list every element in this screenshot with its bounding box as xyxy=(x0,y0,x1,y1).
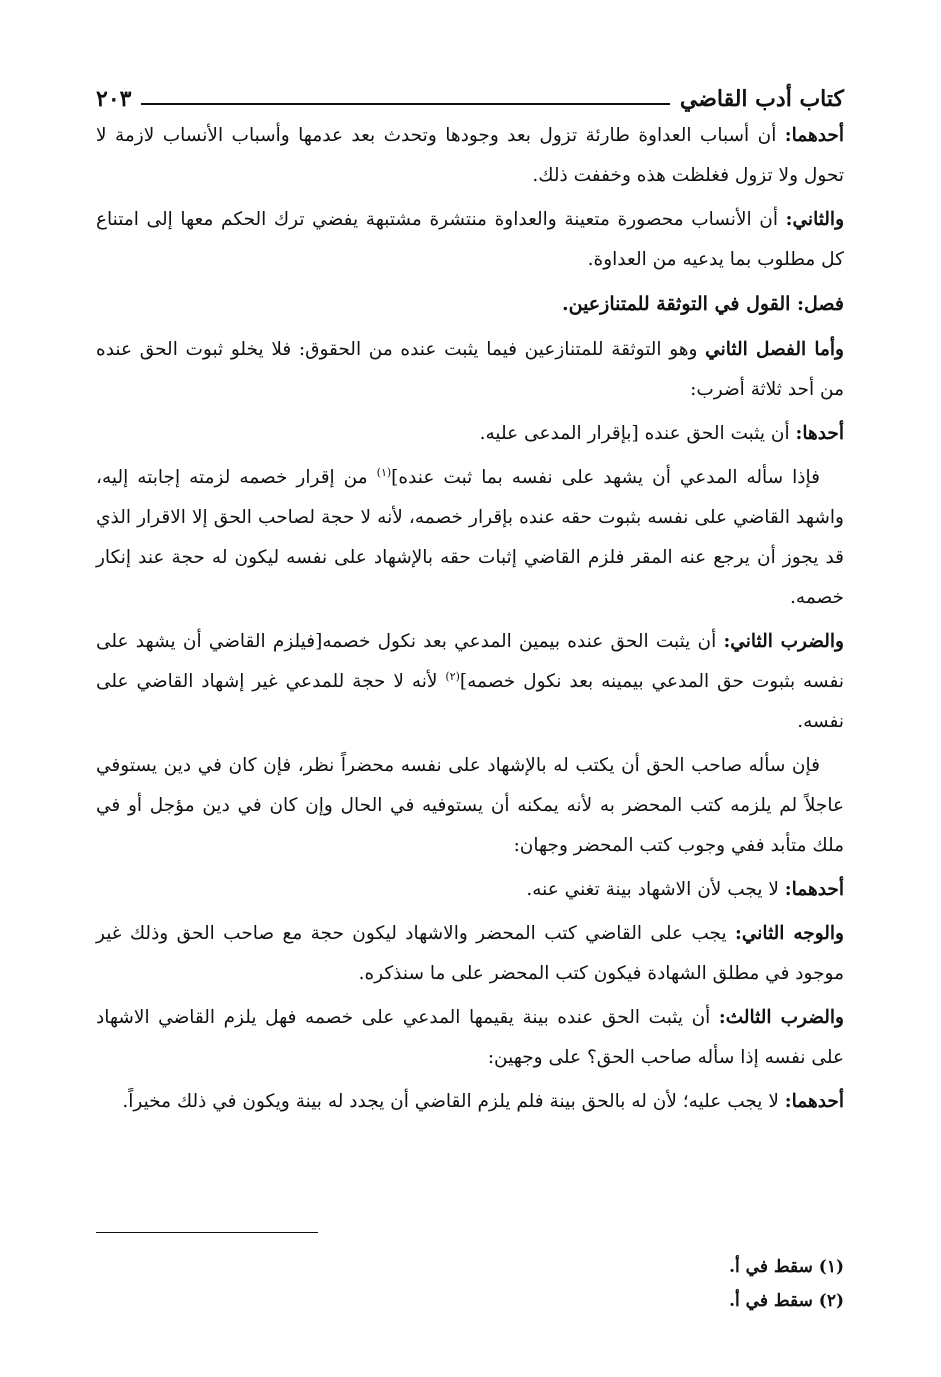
paragraph xyxy=(96,998,844,1078)
paragraph xyxy=(96,116,844,196)
running-head xyxy=(96,70,844,114)
paragraph xyxy=(96,414,844,454)
footnote-item: (١) سقط في أ. xyxy=(729,1257,844,1277)
paragraph-text: أن الأنساب محصورة متعينة والعداوة منتشرة مشتبهة يفضي ترك الحكم معها إلى امتناع كل مطلوب بما يدعيه من العداوة. xyxy=(96,209,844,270)
paragraph xyxy=(96,622,844,742)
paragraph-text: لا يجب عليه؛ لأن له بالحق بينة فلم يلزم القاضي أن يجدد له بينة ويكون في ذلك مخيراً. xyxy=(122,1091,785,1112)
header-rule xyxy=(141,103,669,105)
footnote-ref[interactable]: (١) xyxy=(376,465,392,479)
paragraph-text: لا يجب لأن الاشهاد بينة تغني عنه. xyxy=(526,879,785,900)
paragraph-lead: والوجه الثاني: xyxy=(735,923,844,944)
paragraph xyxy=(96,1082,844,1122)
footnote-item: (٢) سقط في أ. xyxy=(729,1291,844,1311)
paragraph-text: فإذا سأله المدعي أن يشهد على نفسه بما ثبت عنده] xyxy=(391,467,821,488)
paragraph-text: فإن سأله صاحب الحق أن يكتب له بالإشهاد على نفسه محضراً نظر، فإن كان في دين يستوفي عاجلاً لم يلزمه كتب المحضر به لأنه يمكنه أن يستوفيه في الحال وإن كان في دين مؤجل أو في ملك متأبد ففي وجوب كتب المحضر وجهان: xyxy=(96,755,844,856)
paragraph-text: أن يثبت الحق عنده بينة يقيمها المدعي على خصمه فهل يلزم القاضي الاشهاد على نفسه إذا سأله صاحب الحق؟ على وجهين: xyxy=(96,1007,844,1068)
paragraph-text: أن يثبت الحق عنده [بإقرار المدعى عليه. xyxy=(479,423,796,444)
paragraph xyxy=(96,914,844,994)
footnote-rule xyxy=(96,1232,318,1233)
section-title: فصل: القول في التوثقة للمتنازعين. xyxy=(562,293,844,315)
paragraph-lead: أحدها: xyxy=(795,423,844,444)
paragraph-text-after: لأنه لا حجة للمدعي غير إشهاد القاضي على نفسه. xyxy=(96,671,844,732)
body-text xyxy=(96,116,844,1122)
footnotes xyxy=(96,1250,844,1318)
paragraph-lead: والثاني: xyxy=(785,209,844,230)
paragraph-lead: والضرب الثاني: xyxy=(723,631,844,652)
book-title: كتاب أدب القاضي xyxy=(679,86,844,112)
paragraph xyxy=(96,330,844,410)
paragraph xyxy=(96,458,844,618)
book-page xyxy=(96,70,844,1360)
paragraph-lead: والضرب الثالث: xyxy=(718,1007,844,1028)
paragraph-text: أن يثبت الحق عنده بيمين المدعي بعد نكول خصمه[فيلزم القاضي أن يشهد على نفسه بثبوت حق المدعي بيمينه بعد نكول خصمه] xyxy=(96,631,844,692)
paragraph-lead: وأما الفصل الثاني xyxy=(705,339,844,360)
paragraph-text: يجب على القاضي كتب المحضر والاشهاد ليكون حجة مع صاحب الحق وذلك غير موجود في مطلق الشهادة فيكون كتب المحضر على ما سنذكره. xyxy=(96,923,844,984)
paragraph xyxy=(96,200,844,280)
footnote-ref[interactable]: (٢) xyxy=(445,669,460,683)
paragraph xyxy=(96,870,844,910)
paragraph-lead: أحدهما: xyxy=(784,125,844,146)
paragraph xyxy=(96,746,844,866)
paragraph-text: وهو التوثقة للمتنازعين فيما يثبت عنده من الحقوق: فلا يخلو ثبوت الحق عنده من أحد ثلاثة أضرب: xyxy=(96,339,844,400)
paragraph-lead: أحدهما: xyxy=(784,1091,844,1112)
paragraph-text-after: من إقرار خصمه لزمته إجابته إليه، واشهد القاضي على نفسه بثبوت حقه عنده بإقرار خصمه، لأنه لا حجة لصاحب الحق إلا الاقرار الذي قد يجوز أن يرجع عنه المقر فلزم القاضي إثبات حقه بالإشهاد على نفسه ليكون له حجة عند إنكار خصمه. xyxy=(96,467,844,608)
page-number: ٢٠٣ xyxy=(96,86,132,112)
paragraph-text: أن أسباب العداوة طارئة تزول بعد وجودها وتحدث بعد عدمها وأسباب الأنساب لازمة لا تحول ولا تزول فغلظت هذه وخففت ذلك. xyxy=(96,125,844,186)
paragraph-lead: أحدهما: xyxy=(784,879,844,900)
